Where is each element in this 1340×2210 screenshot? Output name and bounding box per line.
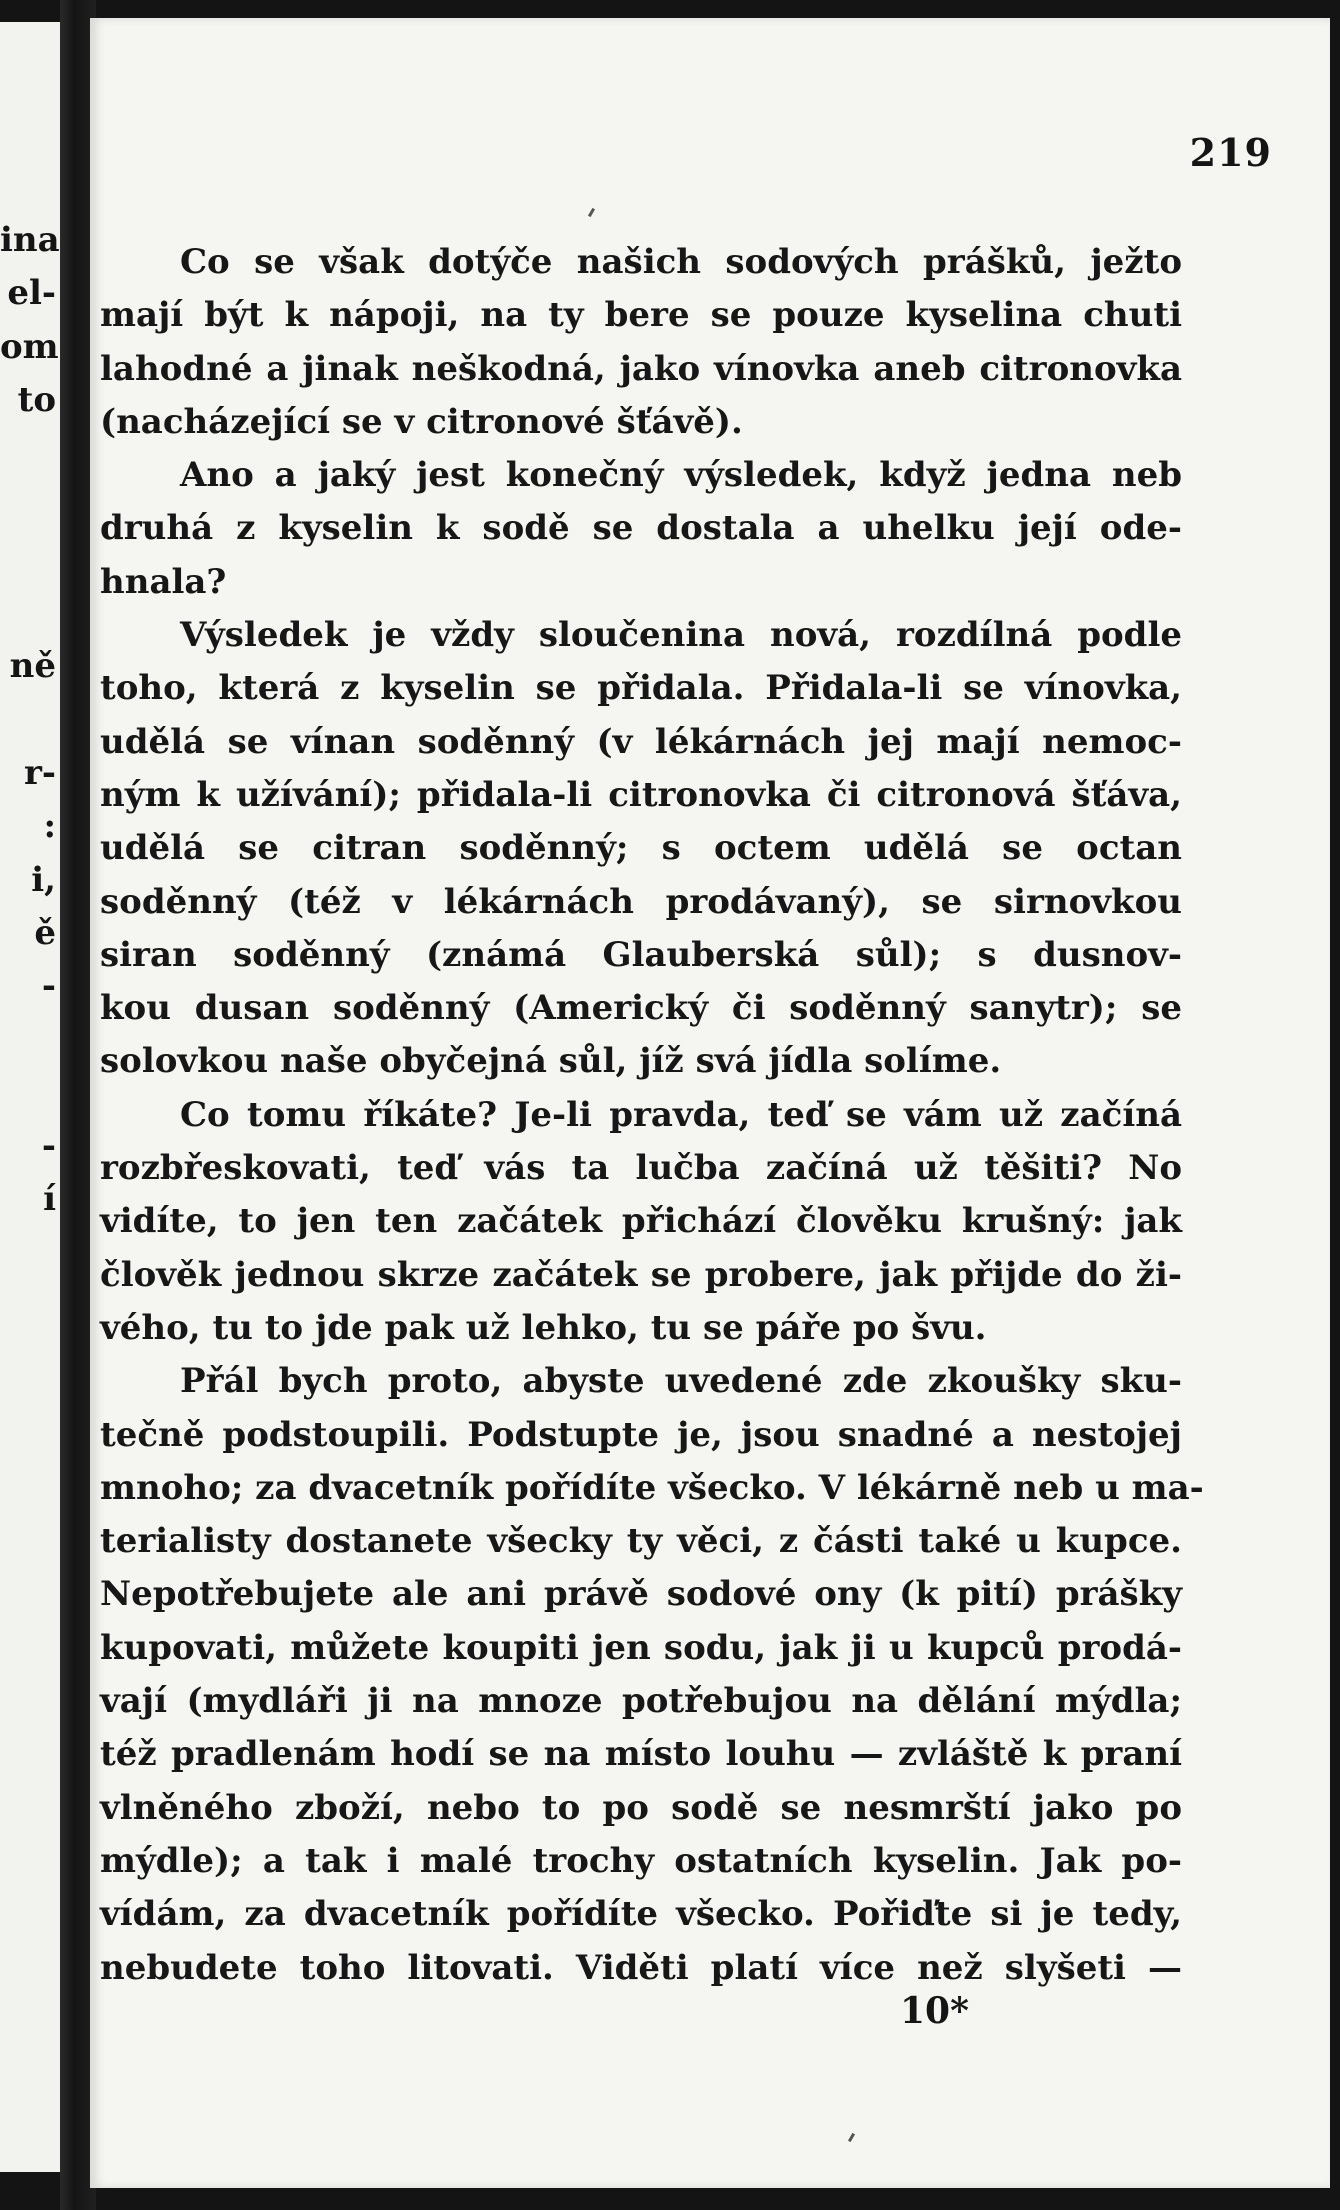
left-page-fragment: ě	[34, 912, 56, 953]
left-page-fragment: :	[43, 806, 56, 847]
text-line: udělá se citran soděnný; s octem udělá se octan	[100, 828, 1182, 869]
left-page-fragment: om	[0, 326, 59, 367]
sheet-signature-mark: 10*	[900, 1990, 969, 2032]
text-line: Nepotřebujete ale ani právě sodové ony (k pití) prášky	[100, 1574, 1182, 1615]
text-line: vého, tu to jde pak už lehko, tu se páře po švu.	[100, 1307, 987, 1348]
text-line: mýdle); a tak i malé trochy ostatních kyselin. Jak po-	[100, 1840, 1182, 1881]
text-line: vidíte, to jen ten začátek přichází člověku krušný: jak	[100, 1201, 1182, 1242]
text-line: solovkou naše obyčejná sůl, jíž svá jídla solíme.	[100, 1041, 1002, 1082]
left-page-edge	[0, 22, 60, 2172]
text-line: mají být k nápoji, na ty bere se pouze kyselina chuti	[100, 295, 1182, 336]
text-line: udělá se vínan soděnný (v lékárnách jej mají nemoc-	[100, 721, 1182, 762]
left-page-fragment: -	[41, 1126, 56, 1167]
text-line: Ano a jaký jest konečný výsledek, když jedna neb	[180, 455, 1182, 496]
text-line: vídám, za dvacetník pořídíte všecko. Pořiďte si je tedy,	[100, 1894, 1182, 1935]
text-line: Co tomu říkáte? Je-li pravda, teď se vám už začíná	[180, 1094, 1182, 1135]
left-page-fragment: ně	[9, 646, 56, 687]
text-line: mnoho; za dvacetník pořídíte všecko. V lékárně neb u ma-	[100, 1467, 1204, 1508]
ink-speck	[588, 208, 595, 217]
text-line: Přál bych proto, abyste uvedené zde zkoušky sku-	[180, 1361, 1182, 1402]
page-body-text	[100, 236, 1204, 1995]
text-line: siran soděnný (známá Glauberská sůl); s dusnov-	[100, 934, 1182, 975]
text-line: kou dusan soděnný (Americký či soděnný sanytr); se	[100, 988, 1182, 1029]
text-line: rozbřeskovati, teď vás ta lučba začíná už těšiti? No	[100, 1148, 1182, 1189]
left-page-fragment: i,	[31, 859, 56, 900]
left-page-fragment: el-	[7, 273, 56, 314]
left-page-text-fragments	[0, 22, 60, 2172]
text-line: Co se však dotýče našich sodových prášků, ježto	[180, 242, 1182, 282]
text-line: vají (mydláři ji na mnoze potřebujou na dělání mýdla;	[100, 1681, 1182, 1722]
text-line: terialisty dostanete všecky ty věci, z části také u kupce.	[100, 1521, 1182, 1562]
text-line: kupovati, můžete koupiti jen sodu, jak ji u kupců prodá-	[100, 1627, 1182, 1668]
left-page-fragment: í	[43, 1179, 56, 1220]
left-page-fragment: to	[17, 379, 56, 420]
right-page	[90, 18, 1330, 2188]
text-line: (nacházející se v citronové šťávě).	[100, 401, 743, 442]
left-page-fragment: -	[41, 966, 56, 1007]
text-line: též pradlenám hodí se na místo louhu — zvláště k praní	[100, 1734, 1182, 1775]
text-line: tečně podstoupili. Podstupte je, jsou snadné a nestojej	[100, 1414, 1182, 1455]
left-page-fragment: ina	[0, 220, 60, 260]
text-line: hnala?	[100, 561, 227, 602]
text-line: vlněného zboží, nebo to po sodě se nesmrští jako po	[100, 1787, 1182, 1828]
page-number: 219	[1189, 130, 1272, 175]
text-line: soděnný (též v lékárnách prodávaný), se sirnovkou	[100, 881, 1182, 922]
text-line: nebudete toho litovati. Viděti platí více než slyšeti —	[100, 1947, 1182, 1988]
text-line: Výsledek je vždy sloučenina nová, rozdílná podle	[180, 615, 1182, 656]
text-line: člověk jednou skrze začátek se probere, jak přijde do ži-	[100, 1254, 1182, 1295]
text-line: lahodné a jinak neškodná, jako vínovka aneb citronovka	[100, 348, 1182, 389]
text-line: ným k užívání); přidala-li citronovka či citronová šťáva,	[100, 774, 1182, 815]
text-line: toho, která z kyselin se přidala. Přidala-li se vínovka,	[100, 668, 1182, 709]
text-line: druhá z kyselin k sodě se dostala a uhelku její ode-	[100, 508, 1182, 549]
left-page-fragment: r-	[23, 753, 56, 793]
ink-speck	[848, 2133, 855, 2142]
